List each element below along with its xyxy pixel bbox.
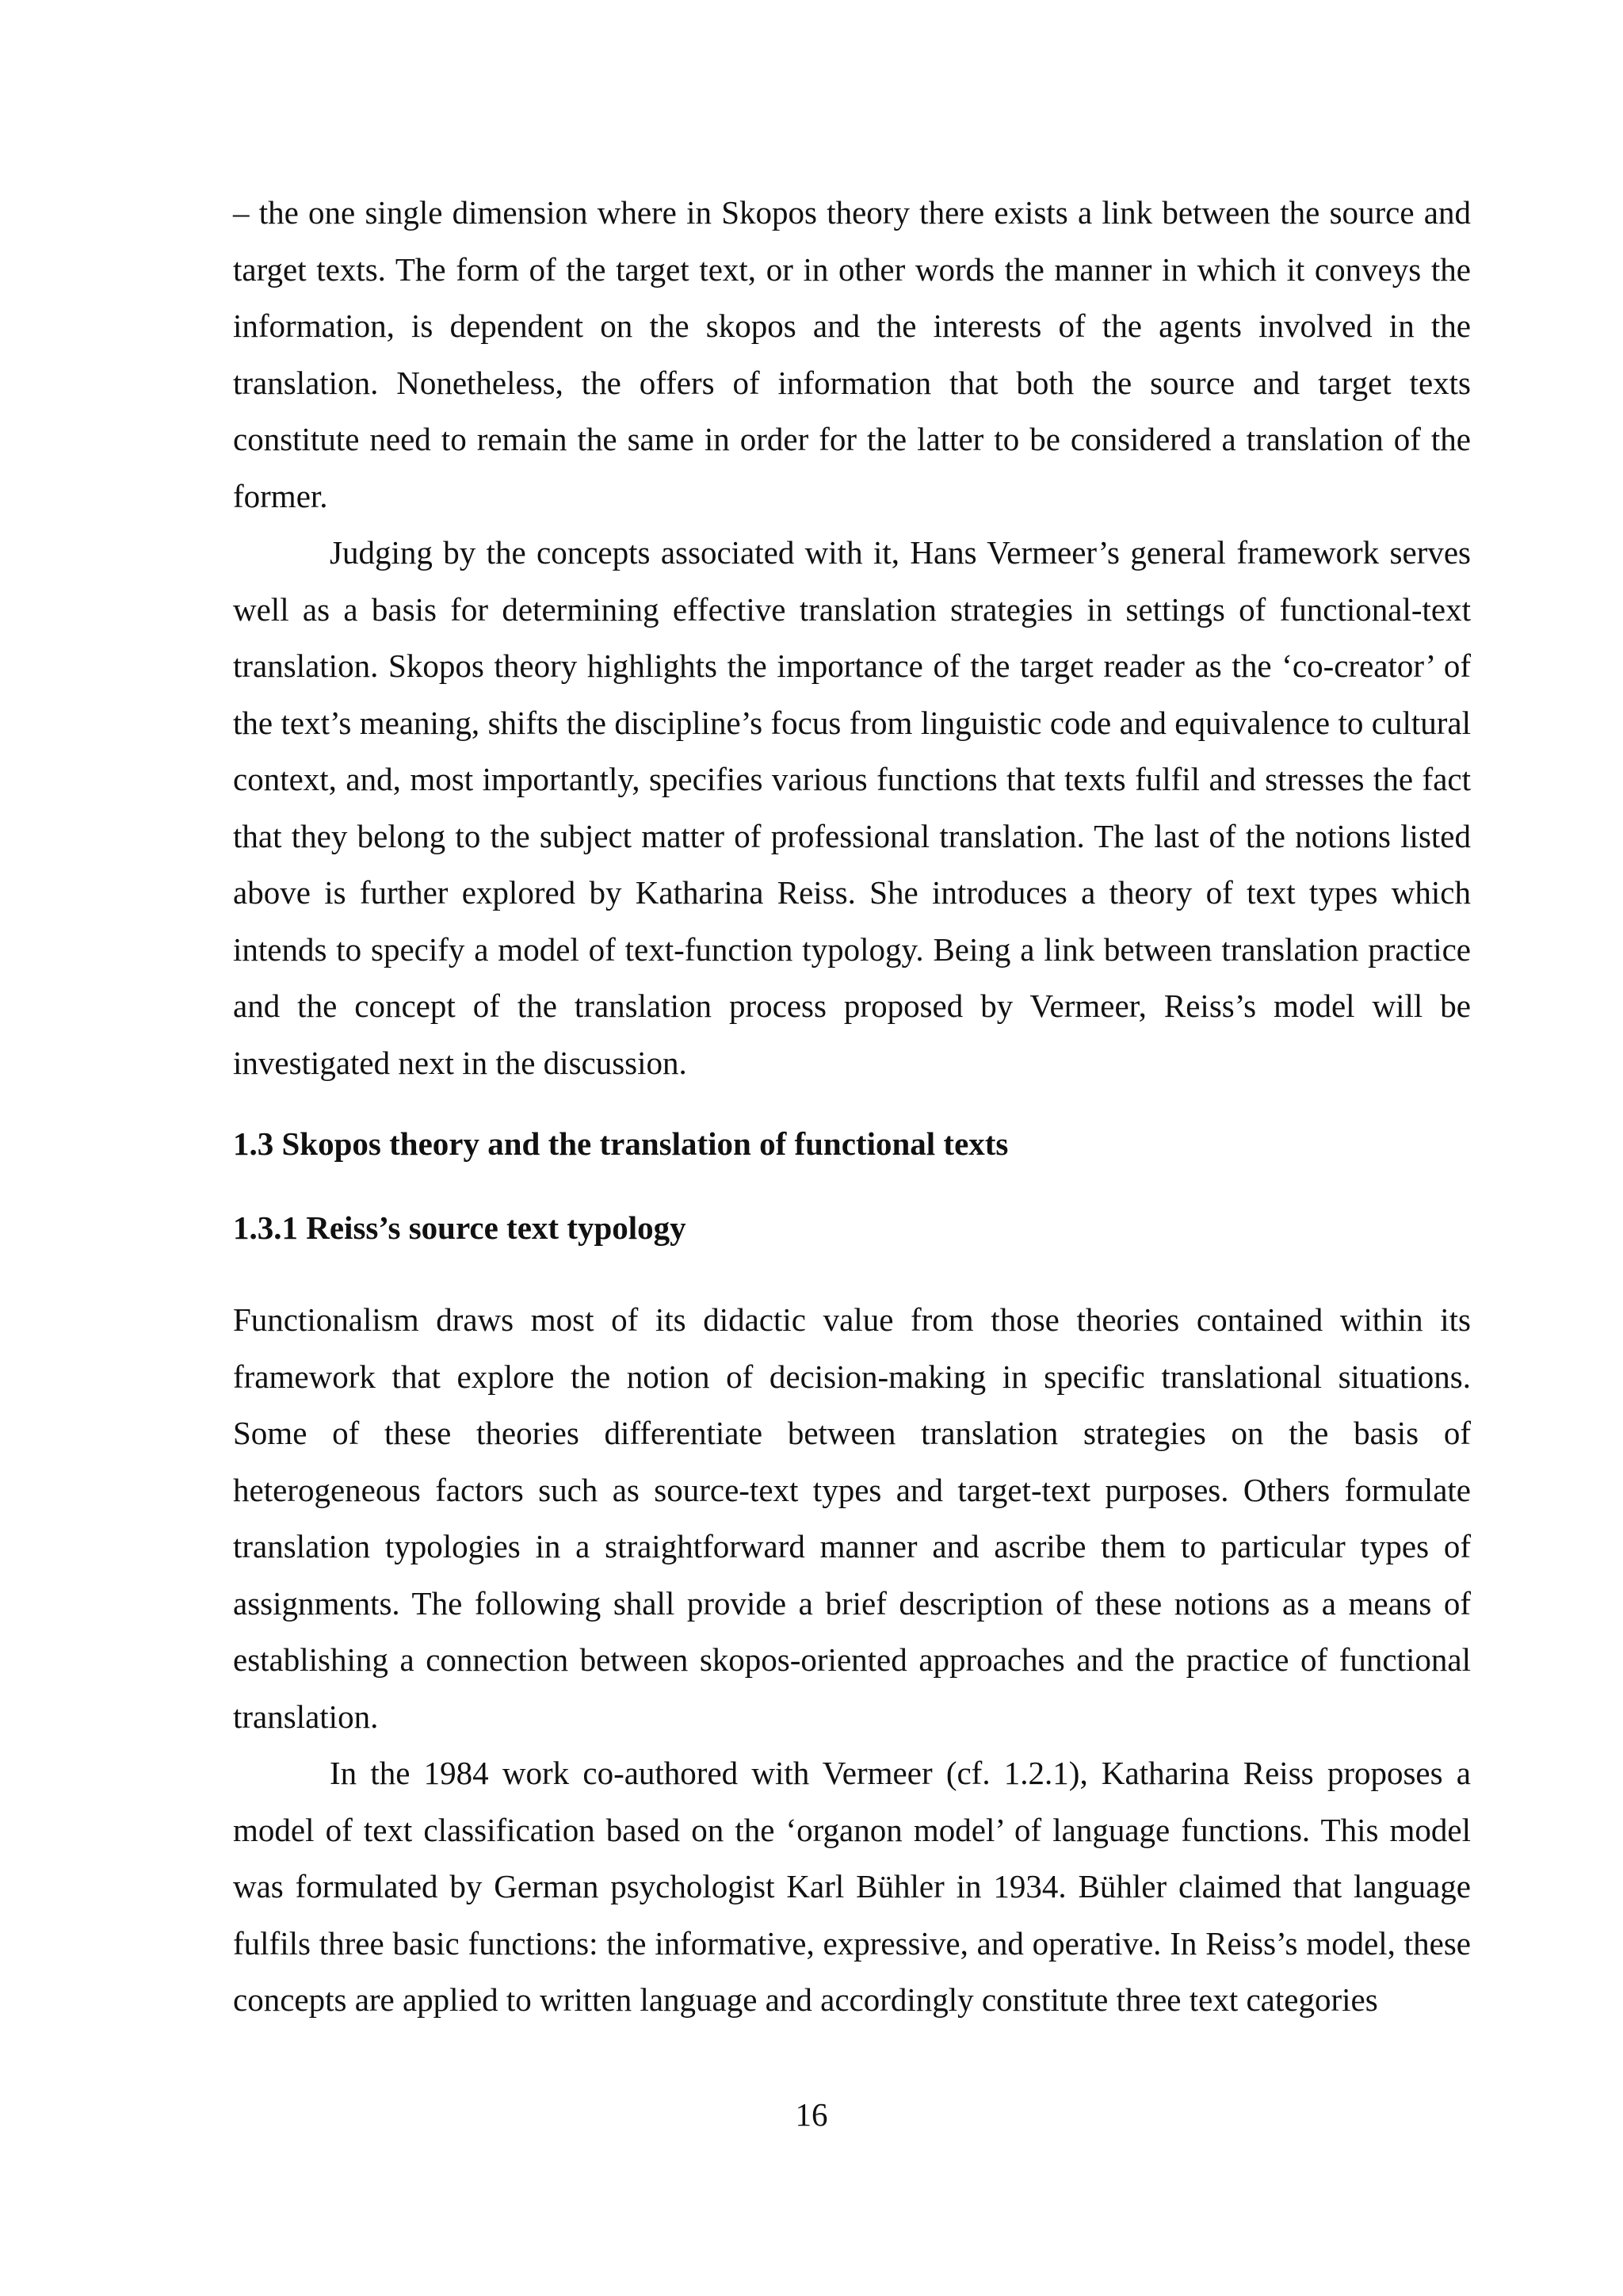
paragraph-vermeer-framework: Judging by the concepts associated with it, Hans Vermeer’s general framework serves well as a basis for determining effective translation strategies in settings of functional-text translation. Skopos theory highlights the importance of the target reader as the ‘co-creator’ of the text’s meaning, shifts the discipline’s focus from linguistic code and equivalence to cultural context, and, most importantly, specifies various functions that texts fulfil and stresses the fact that they belong to the subject matter of professional translation. The last of the notions listed above is further explored by Katharina Reiss. She introduces a theory of text types which intends to specify a model of text-function typology. Being a link between translation practice and the concept of the translation process proposed by Vermeer, Reiss’s model will be investigated next in the discussion.	[233, 534, 1471, 1081]
page-number: 16	[795, 2096, 828, 2133]
body-text-bottom	[233, 1292, 1471, 2029]
section-heading: 1.3 Skopos theory and the translation of functional texts	[233, 1125, 1009, 1162]
paragraph-functionalism: Functionalism draws most of its didactic value from those theories contained within its framework that explore the notion of decision-making in specific translational situations. Some of these theories differentiate between translation strategies on the basis of heterogeneous factors such as source-text types and target-text purposes. Others formulate translation typologies in a straightforward manner and ascribe them to particular types of assignments. The following shall provide a brief description of these notions as a means of establishing a connection between skopos-oriented approaches and the practice of functional translation.	[233, 1301, 1471, 1735]
body-text-top	[233, 185, 1471, 1091]
subsection-heading: 1.3.1 Reiss’s source text typology	[233, 1209, 686, 1246]
paragraph-reiss-model: In the 1984 work co-authored with Vermeer (cf. 1.2.1), Katharina Reiss proposes a model of text classification based on the ‘organon model’ of language functions. This model was formulated by German psychologist Karl Bühler in 1934. Bühler claimed that language fulfils three basic functions: the informative, expressive, and operative. In Reiss’s model, these concepts are applied to written language and accordingly constitute three text categories	[233, 1755, 1471, 2018]
paragraph-continued: – the one single dimension where in Skopos theory there exists a link between the source and target texts. The form of the target text, or in other words the manner in which it conveys the information, is dependent on the skopos and the interests of the agents involved in the translation. Nonetheless, the offers of information that both the source and target texts constitute need to remain the same in order for the latter to be considered a translation of the former.	[233, 194, 1471, 514]
